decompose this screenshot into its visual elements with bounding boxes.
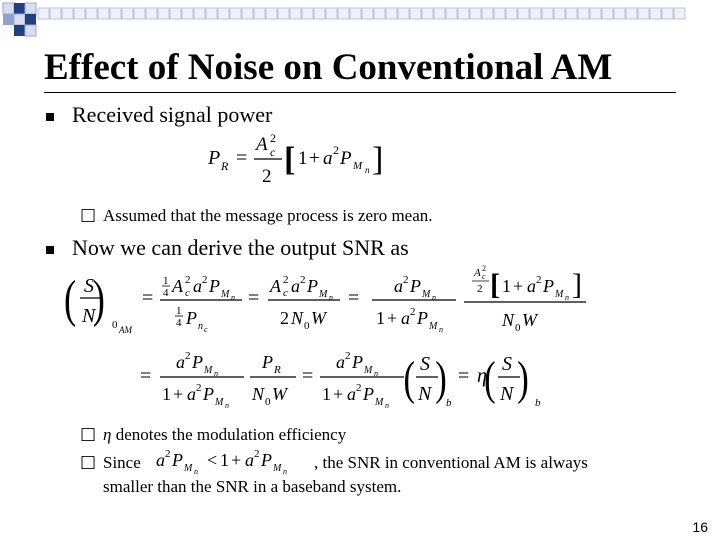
svg-text:2: 2 — [482, 264, 486, 273]
svg-text:M: M — [375, 397, 384, 408]
svg-text:N: N — [291, 308, 304, 328]
svg-text:P: P — [192, 352, 203, 372]
subbullet-zero-mean: Assumed that the message process is zero mean. — [103, 206, 433, 225]
svg-text:): ) — [517, 352, 529, 406]
svg-text:2: 2 — [254, 448, 260, 460]
svg-text:(: ( — [484, 352, 496, 406]
svg-text:a: a — [394, 276, 403, 296]
svg-text:+: + — [309, 148, 320, 169]
svg-text:A: A — [172, 276, 183, 296]
svg-text:n: n — [194, 467, 198, 476]
svg-text:): ) — [435, 352, 447, 406]
svg-text:S: S — [420, 353, 430, 375]
svg-text:c: c — [283, 287, 288, 299]
svg-text:AM: AM — [119, 325, 132, 335]
svg-text:b: b — [446, 397, 452, 409]
svg-text:n: n — [439, 325, 443, 334]
svg-text:=: = — [236, 147, 248, 169]
svg-text:R: R — [274, 364, 281, 376]
svg-text:<: < — [207, 450, 218, 470]
svg-text:P: P — [340, 148, 352, 169]
svg-text:P: P — [209, 276, 220, 296]
svg-text:P: P — [262, 352, 273, 372]
svg-text:N: N — [502, 310, 515, 330]
svg-text:P: P — [363, 384, 374, 404]
svg-text:a: a — [323, 148, 333, 169]
svg-text:M: M — [422, 289, 431, 300]
svg-text:a: a — [401, 308, 410, 328]
subbullet-since-line2: smaller than the SNR in a baseband system. — [103, 477, 402, 496]
svg-text:a: a — [193, 276, 202, 296]
subbullet-since-continuation: , the SNR in conventional AM is always — [314, 453, 588, 472]
slide-title: Effect of Noise on Conventional AM — [44, 47, 613, 88]
inequality-equation — [152, 442, 318, 476]
svg-text:n: n — [231, 293, 235, 302]
svg-text:2: 2 — [300, 274, 306, 286]
svg-text:0: 0 — [304, 320, 310, 332]
svg-text:a: a — [187, 384, 196, 404]
svg-text:M: M — [204, 365, 213, 376]
svg-text:[: [ — [284, 141, 296, 178]
svg-text:n: n — [432, 293, 436, 302]
snr-equation-line1 — [64, 262, 594, 342]
svg-text:n: n — [214, 369, 218, 378]
svg-text:a: a — [176, 352, 185, 372]
svg-text:a: a — [527, 276, 536, 296]
svg-text:a: a — [347, 384, 356, 404]
svg-text:M: M — [319, 289, 328, 300]
hollow-square-bullet-icon: □ — [80, 424, 97, 444]
svg-text:P: P — [307, 276, 318, 296]
svg-text:2: 2 — [477, 283, 483, 295]
svg-text:1: 1 — [163, 275, 169, 287]
svg-text:c: c — [204, 325, 208, 334]
svg-text:(: ( — [64, 269, 77, 328]
svg-text:2: 2 — [403, 274, 409, 286]
svg-text:N: N — [82, 305, 96, 327]
svg-text:P: P — [417, 308, 428, 328]
svg-text:2: 2 — [185, 350, 191, 362]
svg-text:M: M — [555, 289, 564, 300]
svg-text:[: [ — [490, 268, 500, 301]
svg-text:4: 4 — [176, 317, 182, 329]
svg-text:+: + — [231, 450, 242, 470]
svg-text:0: 0 — [515, 322, 521, 334]
svg-text:M: M — [364, 365, 373, 376]
svg-text:M: M — [429, 321, 438, 332]
page-number: 16 — [692, 519, 708, 535]
svg-text:a: a — [291, 276, 300, 296]
svg-text:A: A — [256, 134, 268, 155]
svg-text:A: A — [270, 276, 281, 296]
svg-text:+: + — [173, 384, 184, 404]
svg-text:M: M — [273, 463, 282, 474]
svg-text:b: b — [535, 397, 541, 409]
svg-text:1: 1 — [502, 276, 511, 296]
svg-text:n: n — [283, 467, 287, 476]
svg-text:S: S — [502, 353, 512, 375]
svg-text:M: M — [353, 160, 363, 172]
svg-text:M: M — [215, 397, 224, 408]
svg-text:2: 2 — [356, 382, 362, 394]
svg-text:n: n — [374, 369, 378, 378]
svg-text:=: = — [248, 287, 260, 309]
decorative-header-squares — [0, 0, 720, 45]
svg-text:c: c — [482, 272, 486, 281]
svg-text:=: = — [458, 365, 470, 387]
svg-text:2: 2 — [280, 308, 289, 328]
svg-text:=: = — [348, 287, 360, 309]
svg-text:P: P — [410, 276, 421, 296]
svg-text:1: 1 — [220, 450, 229, 470]
hollow-square-bullet-icon: □ — [80, 452, 97, 472]
svg-text:=: = — [302, 365, 314, 387]
svg-text:c: c — [185, 287, 190, 299]
svg-text:N: N — [500, 383, 514, 405]
svg-text:P: P — [208, 147, 221, 169]
svg-text:M: M — [184, 463, 193, 474]
svg-text:n: n — [365, 165, 370, 175]
bullet-square-icon — [46, 113, 54, 121]
svg-text:W: W — [522, 310, 537, 330]
svg-text:2: 2 — [536, 274, 542, 286]
svg-text:R: R — [221, 159, 229, 173]
svg-text:(: ( — [403, 352, 416, 406]
svg-text:1: 1 — [162, 384, 171, 404]
snr-equation-line2 — [140, 342, 560, 414]
svg-text:+: + — [333, 384, 344, 404]
svg-text:2: 2 — [333, 143, 339, 157]
svg-text:4: 4 — [163, 287, 169, 299]
svg-text:0: 0 — [112, 319, 118, 331]
svg-text:1: 1 — [298, 148, 308, 169]
svg-text:2: 2 — [410, 306, 416, 318]
bullet-output-snr: Now we can derive the output SNR as — [72, 235, 409, 260]
svg-text:a: a — [156, 450, 165, 470]
svg-text:2: 2 — [270, 131, 276, 145]
svg-text:2: 2 — [345, 350, 351, 362]
svg-text:S: S — [84, 275, 94, 297]
svg-text:P: P — [261, 450, 272, 470]
received-power-equation — [200, 128, 390, 190]
svg-text:n: n — [225, 401, 229, 410]
svg-text:n: n — [329, 293, 333, 302]
svg-text:2: 2 — [283, 274, 289, 286]
svg-text:W: W — [272, 384, 287, 404]
svg-text:P: P — [186, 308, 197, 328]
svg-text:N: N — [252, 384, 265, 404]
svg-text:n: n — [565, 293, 569, 302]
svg-text:2: 2 — [262, 166, 272, 187]
bullet-received-signal-power: Received signal power — [72, 102, 273, 127]
svg-text:2: 2 — [185, 274, 191, 286]
eta-symbol: η — [103, 425, 112, 444]
svg-text:P: P — [543, 276, 554, 296]
svg-text:): ) — [92, 269, 105, 328]
svg-text:N: N — [418, 383, 432, 405]
svg-text:a: a — [245, 450, 254, 470]
title-divider — [44, 92, 676, 93]
subbullet-eta-efficiency: η denotes the modulation efficiency — [103, 425, 347, 444]
svg-text:M: M — [221, 289, 230, 300]
svg-text:=: = — [142, 287, 154, 309]
svg-text:2: 2 — [165, 448, 171, 460]
svg-text:+: + — [387, 308, 398, 328]
svg-text:2: 2 — [202, 274, 208, 286]
subbullet-since-label: Since — [103, 453, 141, 472]
svg-text:2: 2 — [196, 382, 202, 394]
svg-text:0: 0 — [265, 396, 271, 408]
svg-text:1: 1 — [322, 384, 331, 404]
svg-text:n: n — [385, 401, 389, 410]
svg-text:c: c — [270, 145, 276, 159]
svg-text:]: ] — [572, 268, 582, 301]
svg-text:1: 1 — [376, 308, 385, 328]
svg-text:η: η — [477, 365, 487, 387]
svg-text:P: P — [203, 384, 214, 404]
hollow-square-bullet-icon: □ — [80, 205, 97, 225]
svg-text:1: 1 — [176, 305, 182, 317]
svg-text:]: ] — [372, 141, 384, 178]
svg-text:W: W — [311, 308, 326, 328]
bullet-square-icon — [46, 246, 54, 254]
svg-text:A: A — [474, 267, 481, 279]
svg-text:=: = — [140, 365, 152, 387]
svg-text:+: + — [513, 276, 524, 296]
svg-text:n: n — [198, 321, 203, 332]
svg-text:P: P — [172, 450, 183, 470]
svg-text:P: P — [352, 352, 363, 372]
svg-text:a: a — [336, 352, 345, 372]
